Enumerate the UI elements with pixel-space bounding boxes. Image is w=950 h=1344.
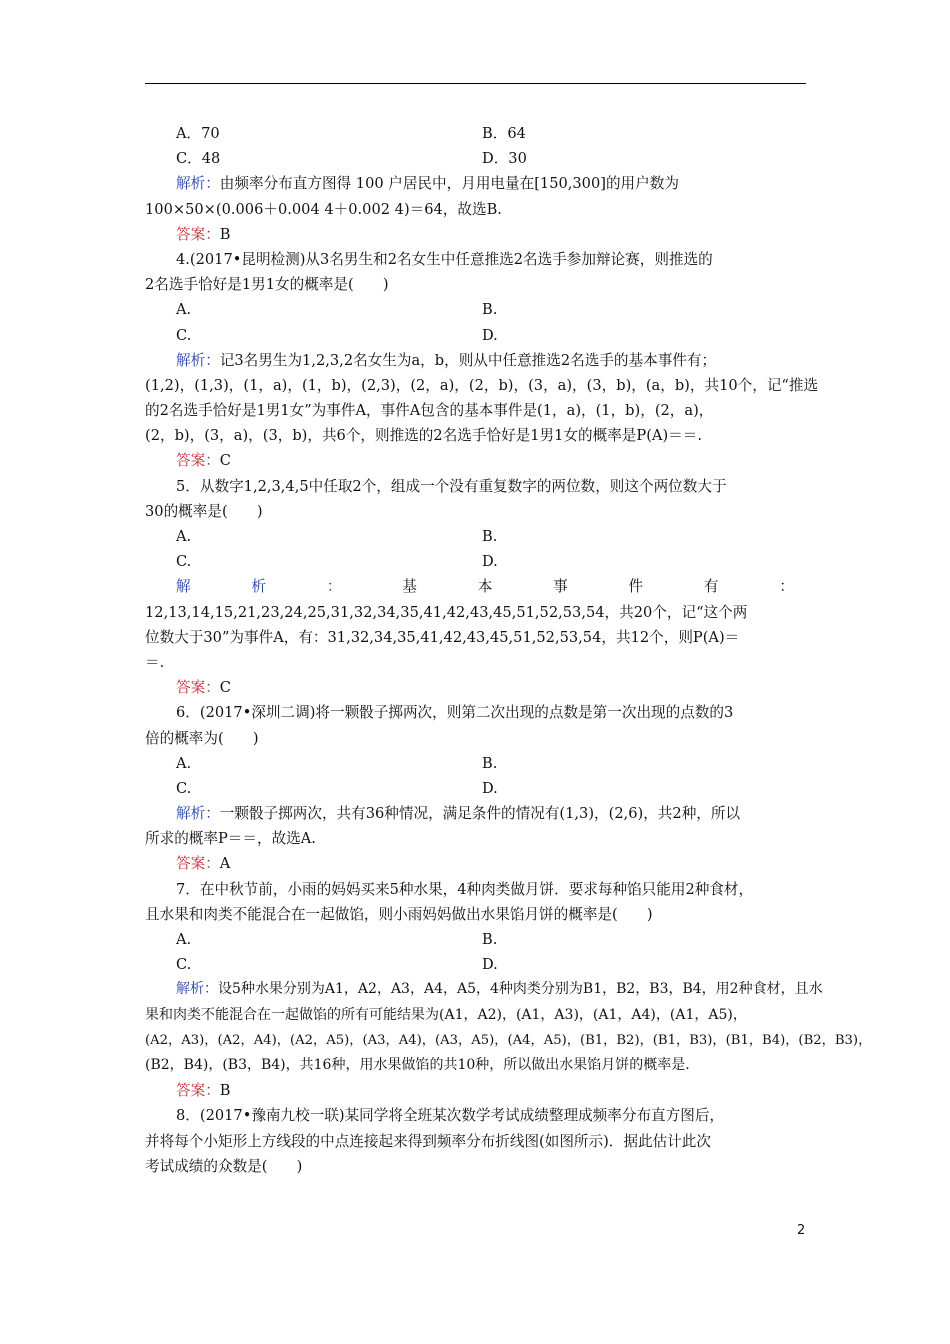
q3-option-d: D．30: [482, 150, 527, 168]
q4-option-b: B.: [482, 301, 498, 319]
q5-analysis-line-1: [145, 574, 806, 599]
q4-analysis-line-2: (1,2)，(1,3)，(1，a)，(1，b)，(2,3)，(2，a)，(2，b)，(3，a)，(3，b)，(a，b)，共10个，记“推选: [145, 376, 819, 394]
q6-option-d: D.: [482, 779, 498, 797]
q3-options-row-1: [145, 121, 806, 146]
q5-analysis-line-2: 12,13,14,15,21,23,24,25,31,32,34,35,41,42,43,45,51,52,53,54，共20个，记“这个两: [145, 603, 748, 621]
q6-stem-line-2: 倍的概率为( ): [145, 729, 259, 747]
q3-analysis-label: 解析：: [176, 175, 220, 193]
q6-option-a: A.: [176, 754, 192, 772]
q5-analysis-line-4: ＝.: [145, 653, 165, 671]
q5-analysis-char: 解: [176, 578, 191, 596]
q5-answer-label: 答案：: [176, 679, 220, 697]
q6-options-row-2: [145, 776, 806, 801]
q3-answer-label: 答案：: [176, 225, 220, 243]
q7-option-b: B.: [482, 931, 498, 948]
q7-option-d: D.: [482, 956, 498, 974]
q5-analysis-char: 件: [628, 578, 644, 596]
q3-option-b: B．64: [482, 125, 526, 142]
q5-options-row-1: [145, 524, 806, 549]
q6-answer: [145, 851, 806, 876]
q4-analysis-line-1: [145, 348, 806, 373]
q7-options-row-1: [145, 927, 806, 952]
q5-option-d: D.: [482, 553, 498, 571]
q4-answer: [145, 448, 806, 473]
q3-option-c: C．48: [176, 150, 221, 168]
q5-analysis-char: 有: [703, 578, 719, 596]
q5-analysis-char: 本: [477, 578, 493, 596]
q4-analysis-text: 记3名男生为1,2,3,2名女生为a，b，则从中任意推选2名选手的基本事件有；: [219, 351, 717, 369]
page-content: [145, 121, 872, 1179]
q5-stem-line-2: 30的概率是( ): [145, 502, 263, 520]
q8-stem-line-2: 并将每个小矩形上方线段的中点连接起来得到频率分布折线图(如图所示)．据此估计此次: [145, 1132, 711, 1150]
q6-analysis-line-2: 所求的概率P＝＝，故选A.: [145, 830, 316, 848]
q7-answer: [145, 1078, 806, 1103]
q6-analysis-text: 一颗骰子掷两次，共有36种情况，满足条件的情况有(1,3)，(2,6)，共2种，所以: [219, 805, 741, 823]
q3-option-a: A．70: [176, 125, 220, 142]
q6-option-c: C.: [176, 779, 192, 797]
q5-analysis-char: 基: [402, 578, 417, 596]
q4-analysis-line-3: 的2名选手恰好是1男1女”为事件A，事件A包含的基本事件是(1，a)，(1，b)，(2，a)，: [145, 402, 714, 420]
q3-answer-value: B: [219, 225, 231, 243]
q4-option-a: A.: [176, 301, 192, 319]
q5-stem-line-1: 5．从数字1,2,3,4,5中任取2个，组成一个没有重复数字的两位数，则这个两位数大于: [176, 477, 727, 495]
q6-answer-label: 答案：: [176, 855, 220, 873]
q7-analysis-line-3: (A2，A3)，(A2，A4)，(A2，A5)，(A3，A4)，(A3，A5)，(A4，A5)，(B1，B2)，(B1，B3)，(B1，B4)，(B2，B3)，: [145, 1032, 872, 1048]
q4-answer-label: 答案：: [176, 452, 220, 470]
q4-options-row-1: [145, 297, 806, 322]
q7-answer-label: 答案：: [176, 1082, 220, 1100]
q5-analysis-char: 析: [251, 578, 267, 596]
q5-answer-value: C: [219, 679, 231, 697]
q7-analysis-label: 解析：: [176, 981, 218, 998]
q3-analysis-text: 由频率分布直方图得 100 户居民中，月用电量在[150,300]的用户数为: [219, 175, 679, 193]
q5-analysis-char: 事: [553, 578, 568, 596]
q7-stem-line-2: 且水果和肉类不能混合在一起做馅，则小雨妈妈做出水果馅月饼的概率是( ): [145, 905, 653, 923]
q6-option-b: B.: [482, 754, 498, 772]
q4-stem-line-2: 2名选手恰好是1男1女的概率是( ): [145, 276, 389, 294]
q4-analysis-label: 解析：: [176, 351, 220, 369]
q7-analysis-line-2: 果和肉类不能混合在一起做馅的所有可能结果为(A1，A2)，(A1，A3)，(A1，A4)，(A1，A5)，: [145, 1006, 747, 1023]
q6-analysis-line-1: [145, 801, 806, 826]
q4-option-c: C.: [176, 326, 192, 344]
q7-option-a: A.: [176, 931, 192, 948]
q6-options-row-1: [145, 751, 806, 776]
q7-answer-value: B: [219, 1082, 231, 1100]
q5-option-b: B.: [482, 528, 498, 545]
q7-options-row-2: [145, 952, 806, 977]
header-rule: [145, 83, 806, 84]
q5-option-a: A.: [176, 528, 192, 545]
q4-answer-value: C: [219, 452, 231, 470]
q3-analysis-line-1: [145, 171, 806, 196]
q4-options-row-2: [145, 323, 806, 348]
q4-option-d: D.: [482, 326, 498, 344]
q3-analysis-line-2: 100×50×(0.006＋0.004 4＋0.002 4)＝64，故选B.: [145, 200, 502, 218]
q7-stem-line-1: 7．在中秋节前，小雨的妈妈买来5种水果，4种肉类做月饼．要求每种馅只能用2种食材，: [176, 880, 754, 898]
q5-analysis-line-3: 位数大于30”为事件A，有：31,32,34,35,41,42,43,45,51,52,53,54，共12个，则P(A)＝: [145, 628, 740, 646]
q8-stem-line-3: 考试成绩的众数是( ): [145, 1157, 303, 1175]
q3-answer: [145, 222, 806, 247]
q5-answer: [145, 675, 806, 700]
q7-analysis-line-4: (B2，B4)，(B3，B4)，共16种，用水果做馅的共10种，所以做出水果馅月饼的概率是.: [145, 1056, 690, 1073]
page-number: 2: [797, 1223, 806, 1238]
q7-option-c: C.: [176, 956, 192, 974]
q5-options-row-2: [145, 549, 806, 574]
q8-stem-line-1: 8．(2017•豫南九校一联)某同学将全班某次数学考试成绩整理成频率分布直方图后，: [176, 1107, 725, 1125]
q4-stem-line-1: 4.(2017•昆明检测)从3名男生和2名女生中任意推选2名选手参加辩论赛，则推选的: [176, 250, 713, 268]
q5-analysis-char: ：: [779, 578, 794, 596]
q4-analysis-line-4: (2，b)，(3，a)，(3，b)，共6个，则推选的2名选手恰好是1男1女的概率是P(A)＝＝.: [145, 427, 702, 445]
q6-answer-value: A: [219, 855, 231, 873]
q7-analysis-text: 设5种水果分别为A1，A2，A3，A4，A5，4种肉类分别为B1，B2，B3，B4，用2种食材，且水: [218, 981, 823, 998]
q5-option-c: C.: [176, 553, 192, 571]
q5-analysis-char: ：: [326, 578, 342, 596]
q6-stem-line-1: 6．(2017•深圳二调)将一颗骰子掷两次，则第二次出现的点数是第一次出现的点数的3: [176, 704, 734, 722]
q6-analysis-label: 解析：: [176, 805, 220, 823]
q3-options-row-2: [145, 146, 806, 171]
q7-analysis-line-1: [145, 977, 823, 1002]
